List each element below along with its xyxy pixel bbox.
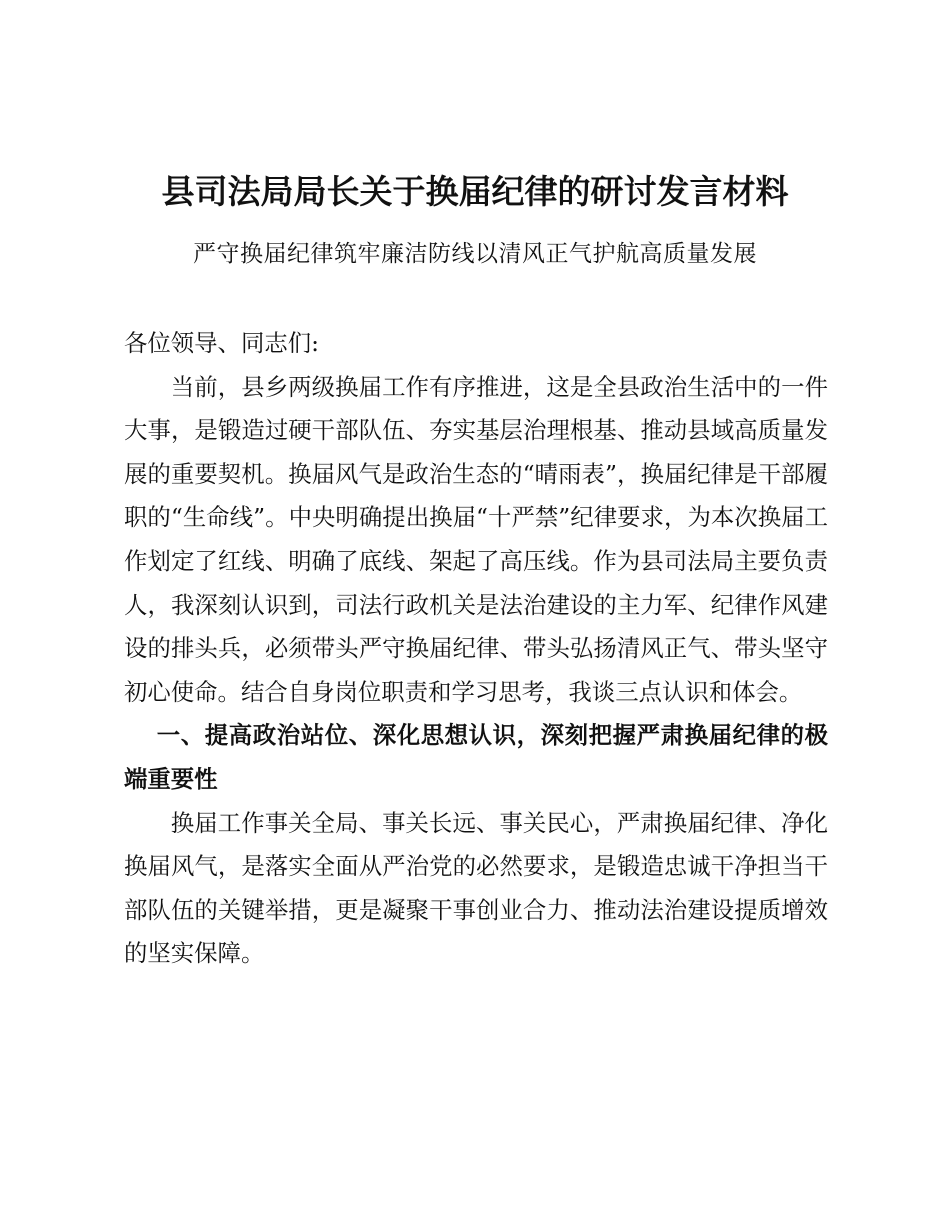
body-paragraph: 换届工作事关全局、事关长远、事关民心，严肃换届纪律、净化换届风气，是落实全面从严治党的必然要求，是锻造忠诚干净担当干部队伍的关键举措，更是凝聚干事创业合力、推动法治建设提质增效的坚实保障。 xyxy=(124,808,828,968)
document-subtitle: 严守换届纪律筑牢廉洁防线以清风正气护航高质量发展 xyxy=(193,241,757,267)
document-title: 县司法局局长关于换届纪律的研讨发言材料 xyxy=(161,172,789,211)
body-paragraph: 当前，县乡两级换届工作有序推进，这是全县政治生活中的一件大事，是锻造过硬干部队伍、夯实基层治理根基、推动县域高质量发展的重要契机。换届风气是政治生态的“晴雨表”，换届纪律是干部履职的“生命线”。中央明确提出换届“十严禁”纪律要求，为本次换届工作划定了红线、明确了底线、架起了高压线。作为县司法局主要负责人，我深刻认识到，司法行政机关是法治建设的主力军、纪律作风建设的排头兵，必须带头严守换届纪律、带头弘扬清风正气、带头坚守初心使命。结合自身岗位职责和学习思考，我谈三点认识和体会。 xyxy=(124,372,828,706)
salutation: 各位领导、同志们: xyxy=(124,329,320,357)
section-heading: 一、提高政治站位、深化思想认识，深刻把握严肃换届纪律的极端重要性 xyxy=(124,721,828,793)
document-body xyxy=(124,322,828,976)
